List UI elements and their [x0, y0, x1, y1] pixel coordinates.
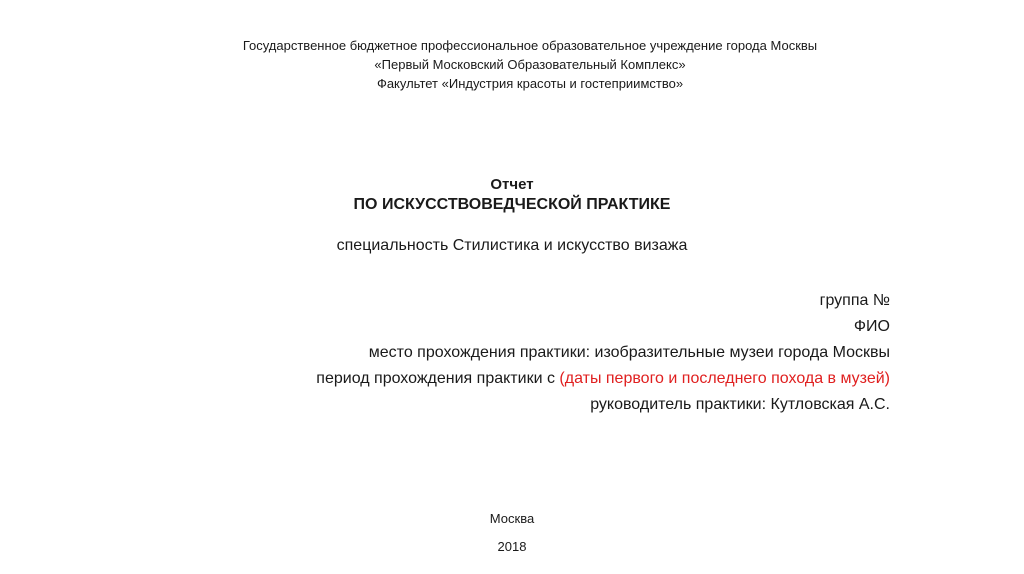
institution-header	[0, 36, 1024, 93]
footer-year: 2018	[497, 539, 527, 554]
specialty-text: специальность Стилистика и искусство визажа	[336, 237, 688, 254]
place-line: место прохождения практики: изобразительные музеи города Москвы	[368, 344, 890, 361]
footer-city: Москва	[489, 511, 535, 526]
institution-name: Государственное бюджетное профессиональное образовательное учреждение города Москвы	[242, 38, 818, 53]
student-info	[316, 288, 890, 418]
footer	[0, 509, 1024, 557]
name-line: ФИО	[853, 318, 890, 335]
specialty-line	[0, 236, 1024, 256]
group-line: группа №	[819, 292, 890, 309]
complex-name: «Первый Московский Образовательный Комплекс»	[374, 57, 686, 72]
supervisor-line: руководитель практики: Кутловская А.С.	[590, 396, 890, 413]
report-title-word: Отчет	[490, 176, 534, 193]
period-line	[316, 366, 890, 392]
report-title-subject: ПО ИСКУССТВОВЕДЧЕСКОЙ ПРАКТИКЕ	[353, 196, 671, 213]
period-dates-placeholder: (даты первого и последнего похода в музей)	[559, 370, 890, 387]
period-prefix: период прохождения практики с	[316, 370, 560, 387]
report-title	[0, 175, 1024, 215]
faculty-name: Факультет «Индустрия красоты и гостеприимство»	[376, 76, 684, 91]
